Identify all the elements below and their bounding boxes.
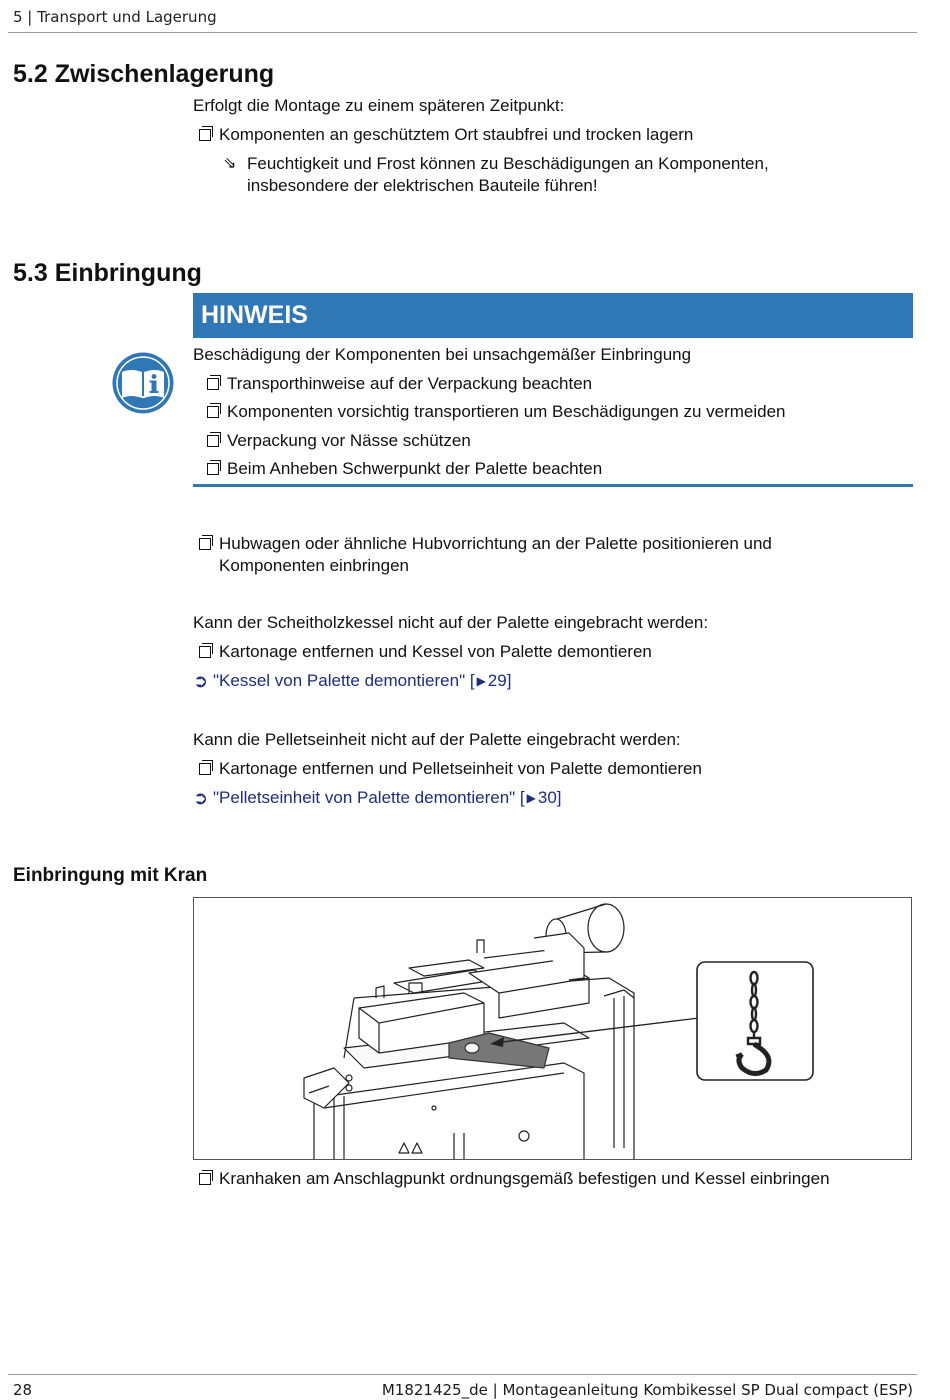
pellet-crossref-link[interactable]: ➲ "Pelletseinheit von Palette demontieren" [ ▶ 30]	[193, 788, 562, 808]
checkbox-icon	[207, 378, 219, 390]
triangle-right-icon: ▶	[476, 674, 486, 688]
notice-item: Komponenten vorsichtig transportieren um Beschädigungen zu vermeiden	[207, 401, 786, 423]
subsection-title-kran: Einbringung mit Kran	[13, 865, 208, 886]
result-text-line1: Feuchtigkeit und Frost können zu Beschädigungen an Komponenten,	[247, 154, 769, 173]
step-pellet: Kartonage entfernen und Pelletseinheit von Palette demontieren	[199, 758, 702, 780]
checkbox-icon	[199, 538, 211, 550]
step-kran: Kranhaken am Anschlagpunkt ordnungsgemäß befestigen und Kessel einbringen	[199, 1168, 830, 1190]
pellet-intro: Kann die Pelletseinheit nicht auf der Palette eingebracht werden:	[193, 730, 681, 749]
section-title-5-3: 5.3 Einbringung	[13, 259, 202, 287]
checkbox-icon	[207, 406, 219, 418]
crane-lifting-figure	[193, 897, 912, 1160]
checkbox-icon	[199, 763, 211, 775]
notice-text: Beschädigung der Komponenten bei unsachgemäßer Einbringung	[193, 345, 692, 364]
kessel-intro: Kann der Scheitholzkessel nicht auf der Palette eingebracht werden:	[193, 613, 709, 632]
step-kessel: Kartonage entfernen und Kessel von Palette demontieren	[199, 641, 652, 663]
footer-divider	[8, 1374, 917, 1375]
page-number: 28	[13, 1381, 33, 1399]
step-hubwagen: Hubwagen oder ähnliche Hubvorrichtung an der Palette positionieren und Komponenten einbringen	[199, 533, 772, 577]
triangle-right-icon: ▶	[526, 791, 536, 805]
kessel-crossref-link[interactable]: ➲ "Kessel von Palette demontieren" [ ▶ 29]	[193, 671, 512, 691]
link-arrow-icon: ➲	[193, 671, 209, 691]
running-header: 5 | Transport und Lagerung	[13, 8, 217, 26]
intro-text-5-2: Erfolgt die Montage zu einem späteren Zeitpunkt:	[193, 96, 565, 115]
notice-item: Transporthinweise auf der Verpackung beachten	[207, 373, 592, 395]
notice-item: Verpackung vor Nässe schützen	[207, 430, 471, 452]
notice-bottom-rule	[193, 484, 913, 487]
boiler-crane-illustration	[194, 898, 912, 1160]
checkbox-icon	[207, 463, 219, 475]
checkbox-icon	[199, 646, 211, 658]
result-arrow-icon: ⇘	[223, 155, 237, 172]
document-id: M1821425_de | Montageanleitung Kombikessel SP Dual compact (ESP)	[381, 1381, 913, 1399]
notice-item: Beim Anheben Schwerpunkt der Palette beachten	[207, 458, 602, 480]
checkbox-icon	[207, 435, 219, 447]
info-manual-icon	[110, 350, 176, 416]
result-text-line2: insbesondere der elektrischen Bauteile führen!	[247, 176, 598, 195]
header-divider	[8, 32, 917, 33]
link-arrow-icon: ➲	[193, 788, 209, 808]
step-5-2	[199, 124, 693, 146]
checkbox-icon	[199, 1173, 211, 1185]
notice-header: HINWEIS	[193, 293, 913, 338]
section-title-5-2: 5.2 Zwischenlagerung	[13, 60, 275, 88]
result-5-2	[223, 153, 769, 197]
step-text: Komponenten an geschütztem Ort staubfrei und trocken lagern	[219, 125, 694, 144]
checkbox-icon	[199, 129, 211, 141]
